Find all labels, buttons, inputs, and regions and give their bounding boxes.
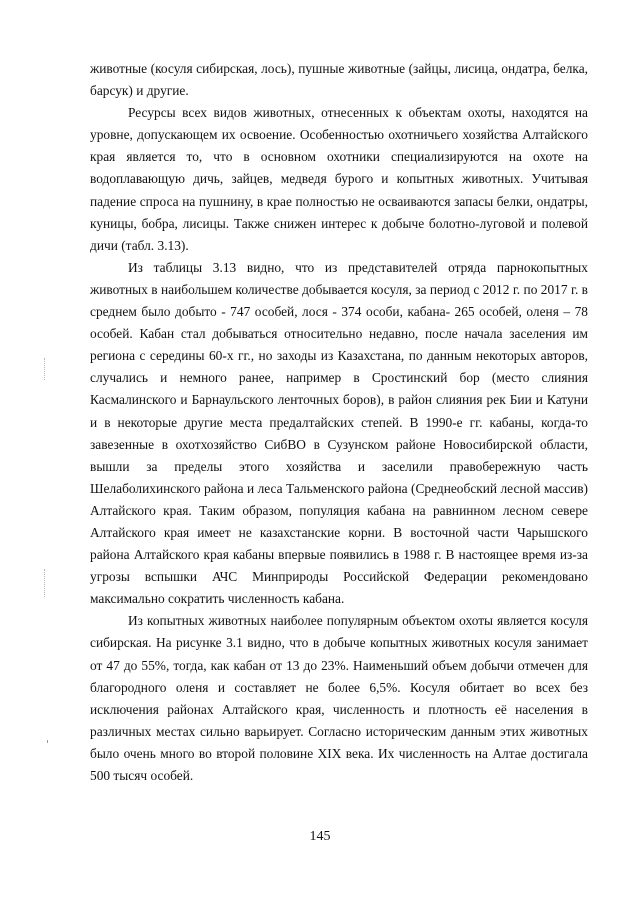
scan-margin-mark bbox=[44, 569, 55, 597]
paragraph-hunting-resources: Ресурсы всех видов животных, отнесенных к объектам охоты, находятся на уровне, допускающем их освоение. Особенностью охотничьего хозяйства Алтайского края является то, что в основном охотники специализируются на охоте на водоплавающую дичь, зайцев, медведя бурого и копытных животных. Учитывая падение спроса на пушнину, в крае полностью не осваиваются запасы белки, ондатры, куницы, бобра, лисицы. Также снижен интерес к добыче болотно-луговой и полевой дичи (табл. 3.13). bbox=[90, 105, 588, 253]
scan-margin-mark bbox=[44, 358, 55, 380]
paragraph-continued: животные (косуля сибирская, лось), пушные животные (зайцы, лисица, ондатра, белка, барсук) и другие. bbox=[90, 61, 588, 99]
page-number: 145 bbox=[309, 829, 331, 844]
paragraph-ungulates-table: Из таблицы 3.13 видно, что из представителей отряда парнокопытных животных в наибольшем количестве добывается косуля, за период с 2012 г. по 2017 г. в среднем было добыто - 747 особей, лося - 374 особи, кабана- 265 особей, оленя – 78 особей. Кабан стал добываться относительно недавно, после начала заселения им региона с середины 60-х гг., но заходы из Казахстана, по данным некоторых авторов, случались и немного ранее, например в Сростинский бор (место слияния Касмалинского и Барнаульского ленточных боров), в район слияния рек Бии и Катуни и в некоторые другие места предалтайских степей. В 1990-е гг. кабаны, когда-то завезенные в охотхозяйство СибВО в Сузунском районе Новосибирской области, вышли за пределы этого хозяйства и заселили правобережную часть Шелаболихинского района и леса Тальменского района (Среднеобский лесной массив) Алтайского края. Таким образом, популяция кабана на равнинном лесном севере Алтайского края имеет не казахстанские корни. В восточной части Чарышского района Алтайского края кабаны впервые появились в 1988 г. В настоящее время из-за угрозы вспышки АЧС Минприроды Российской Федерации рекомендовано максимально сократить численность кабана. bbox=[90, 259, 588, 607]
body-text bbox=[90, 58, 588, 787]
scan-dust-speck bbox=[47, 740, 48, 743]
paragraph-roe-deer: Из копытных животных наиболее популярным объектом охоты является косуля сибирская. На рисунке 3.1 видно, что в добыче копытных животных косуля занимает от 47 до 55%, тогда, как кабан от 13 до 23%. Наименьший объем добычи отмечен для благородного оленя и составляет не более 6,5%. Косуля обитает во всех без исключения районах Алтайского края, численность и плотность её населения в различных местах сильно варьирует. Согласно историческим данным этих животных было очень много во второй половине XIX века. Их численность на Алтае достигала 500 тысяч особей. bbox=[90, 613, 588, 783]
